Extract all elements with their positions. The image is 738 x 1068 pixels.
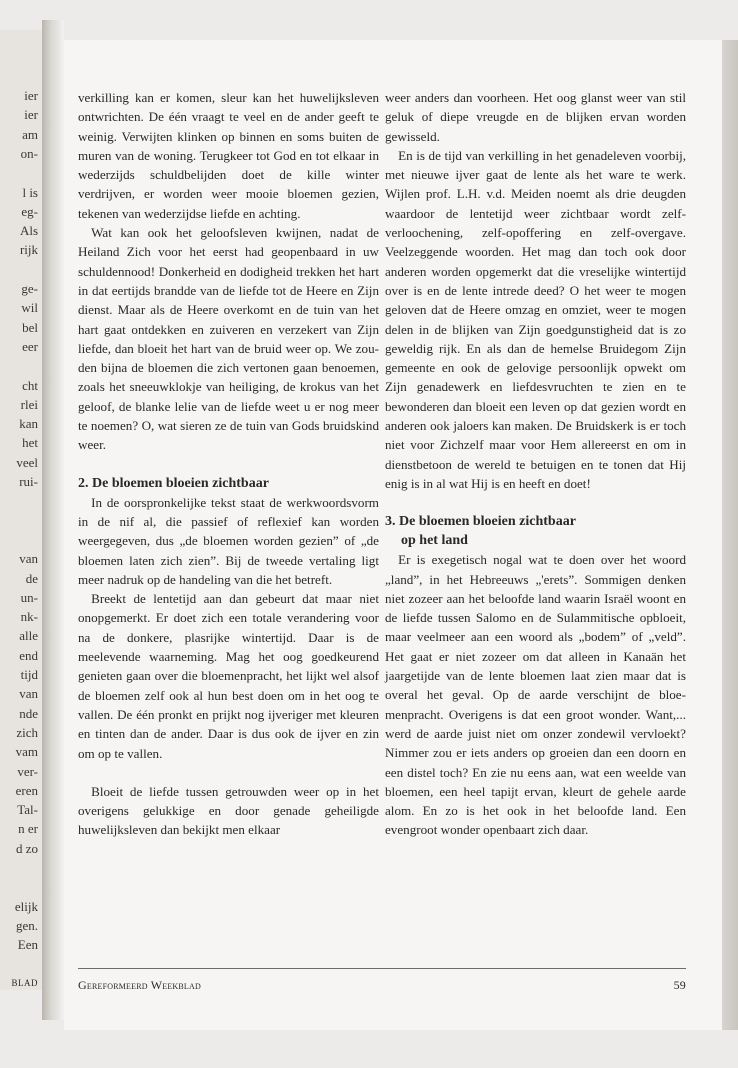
- left-page-fragment: alle: [19, 628, 38, 644]
- left-page-fragment: tijd: [20, 667, 38, 682]
- left-page-fragment: eren: [15, 782, 38, 798]
- left-page-fragment: zich: [16, 724, 38, 740]
- left-page-fragment: rijk: [19, 242, 38, 258]
- left-page-footer: BLAD: [11, 978, 38, 988]
- paragraph: weer anders dan voorheen. Het oog glanst weer van stil geluk of diepe vreugde en de blijken ervan worden gewisseld.: [385, 90, 686, 144]
- left-page-fragment: kan: [19, 416, 38, 432]
- left-page-fragment: rlei: [20, 396, 38, 412]
- left-page-fragment: cht: [22, 377, 38, 393]
- paragraph: verkilling kan er komen, sleur kan het huwelijksleven ontwrichten. De één vraagt te veel en de ander geeft te weinig. Verwijten klinken op binnen en soms buiten de muren van de woning. Terugkeer tot God en tot elkaar in wederzijds schuldbelijden doet de kille winter verdrijven, er worden weer mooie bloemen gezien, tekenen van wederzijdse liefde en achting.: [78, 90, 379, 221]
- left-page-fragment: het: [22, 435, 38, 451]
- left-page-fragment: elijk: [14, 898, 38, 914]
- paragraph: En is de tijd van verkilling in het genadeleven voorbij, met nieuwe ijver gaat de lente als het ware te werk. Wijlen prof. L.H. v.d. Meiden noemt als drie deugden waardoor de lentetijd weer zichtbaar wordt zelf-verloochening, zelf-opoffering en zelf-overgave. Veelzeggende woorden. Het mag dan toch ook door anderen worden opgemerkt dat die vreselijke wintertijd over is en de lente intrede deed? O het weer te mogen geloven dat de Heere omzag en omziet, weer te mogen delen in de blijken van Zijn goedgunstigheid dat is zo geweldig rijk. En als dan de hemelse Bruidegom Zijn gemeente en ook de gelovige persoonlijk opwekt om Zijn genadewerk en liefdesvruchten te zien en te bewonderen dan bloeit een leven op dat gezien wordt en anderen ook jaloers kan maken. De Bruidskerk is er toch niet voor Zichzelf maar voor Hem allereerst en om in dienstbetoon de wereld te betuigen en te tonen dat Hij enig is in al wat Hij is en heeft en doet!: [385, 147, 686, 491]
- left-page-fragment: ier: [24, 88, 38, 103]
- heading-line: op het land: [401, 533, 468, 549]
- left-page-fragment: eer: [22, 338, 38, 354]
- left-page-fragment: nk-: [20, 609, 38, 625]
- paragraph: In de oorspronkelijke tekst staat de werkwoordsvorm in de nif al, die passief of reflexief kan worden weergegeven, dus „de bloemen worden gezien” of „de bloemen laten zich zien”. Bij de tweede vertaling ligt meer nadruk op de handeling van die het betreft.: [78, 494, 379, 587]
- left-page-fragment: eg-: [21, 203, 38, 219]
- section-heading-2: 2. De bloemen bloeien zichtbaar: [78, 475, 269, 491]
- left-page-fragment: bel: [22, 319, 38, 335]
- page-edge: [722, 40, 738, 1030]
- left-page-fragment: veel: [16, 454, 38, 470]
- left-page-fragment: am: [22, 126, 38, 142]
- left-page-fragment: Tal-: [17, 802, 38, 818]
- left-page-fragment: gen.: [15, 917, 38, 933]
- left-page-fragment: Als: [19, 223, 38, 239]
- heading-line: 3. De bloemen bloeien zichtbaar: [385, 514, 576, 530]
- right-column: [385, 88, 686, 840]
- section-heading-3: [385, 512, 686, 550]
- page-number: 59: [673, 978, 686, 992]
- left-page-fragment: ge-: [21, 281, 38, 296]
- left-page-fragment: wil: [21, 300, 38, 316]
- left-page-fragment: end: [19, 647, 38, 663]
- left-page-strip: [0, 30, 42, 990]
- left-page-fragment: de: [25, 570, 38, 586]
- paragraph: Bloeit de liefde tussen getrouwden weer op in het overigens gelukkige en door genade geheiligde huwelijksleven dan bekijkt men elkaar: [78, 783, 379, 838]
- page-footer: [78, 968, 686, 993]
- paragraph: Wat kan ook het geloofsleven kwijnen, nadat de Heiland Zich voor het eerst had geopenbaard in uw schuldennood! Donkerheid en dodigheid trekken het hart in dat eertijds brandde van de liefde tot de Heere en Zijn dienst. Maar als de Heere overkomt en de tuin van het hart gaat ontdekken en zuiveren en verzekert van Zijn liefde, dan bloeit het hart van de bruid weer op. We zouden bijna de bloemen die zich vertonen gaan benoemen, zoals het sneeuwklokje van heiliging, de krokus van het geloof, de blanke lelie van de liefde weet u er nog meer te noemen? O, wat sieren ze de tuin van Gods bruidskind weer.: [78, 225, 379, 453]
- left-page-fragment: on-: [20, 145, 38, 161]
- left-page-fragment: vam: [15, 744, 38, 760]
- left-page-fragment: d zo: [15, 840, 38, 856]
- paragraph: Breekt de lentetijd aan dan gebeurt dat maar niet onopgemerkt. Er doet zich een totale verandering voor na de donkere, plasrijke wintertijd. Daar is de meelevende waarneming. Mag het oog goedkeurend genieten gaan over die bloemenpracht, het lijkt wel alsof de bloemen zelf ook al hun best doen om in het oog te vallen. De één pronkt en prijkt nog ijveriger met kleuren en tinten dan de ander. Daar is dus ook de ijver en zin om op te vallen.: [78, 591, 379, 761]
- left-page-fragment: ier: [24, 107, 38, 123]
- left-page-fragment: van: [19, 551, 38, 567]
- magazine-page: [64, 40, 722, 1030]
- left-page-fragment: rui-: [19, 474, 38, 489]
- left-page-fragment: Een: [17, 937, 38, 953]
- book-gutter: [42, 20, 64, 1020]
- left-column: [78, 88, 379, 840]
- left-page-fragment: nde: [19, 705, 38, 721]
- left-page-fragment: ver-: [17, 763, 38, 779]
- paragraph: Er is exegetisch nogal wat te doen over het woord „land”, in het Hebreeuws „'erets”. Sommigen denken niet zozeer aan het beloofde land waarin Israël woont en de liefde tussen Salomo en de Sulammitische opbloeit, maar veelmeer aan een woord als „bodem” of „veld”. Het gaat er niet zozeer om dat alleen in Kanaän het jaargetijde van de lente bloemen laat zien maar dat is overal het geval. Op de aarde verschijnt de bloemenpracht. Overigens is dat een groot wonder. Want,... werd de aarde juist niet om onzer zondewil vervloekt? Nimmer zou er iets anders op groeien dan een doorn en een distel toch? En zie nu eens aan, wat een weelde van bloemen, een heel tapijt ervan, kleurt de gehele aarde alom. En zo is het ook in het beloofde land. Een evengroot wonder openbaart zich daar.: [385, 552, 686, 838]
- left-page-fragment: un-: [20, 589, 38, 605]
- magazine-name: Gereformeerd Weekblad: [78, 978, 201, 992]
- left-page-fragment: n er: [18, 821, 38, 837]
- left-page-fragment: van: [19, 686, 38, 702]
- left-page-fragment: l is: [22, 184, 38, 200]
